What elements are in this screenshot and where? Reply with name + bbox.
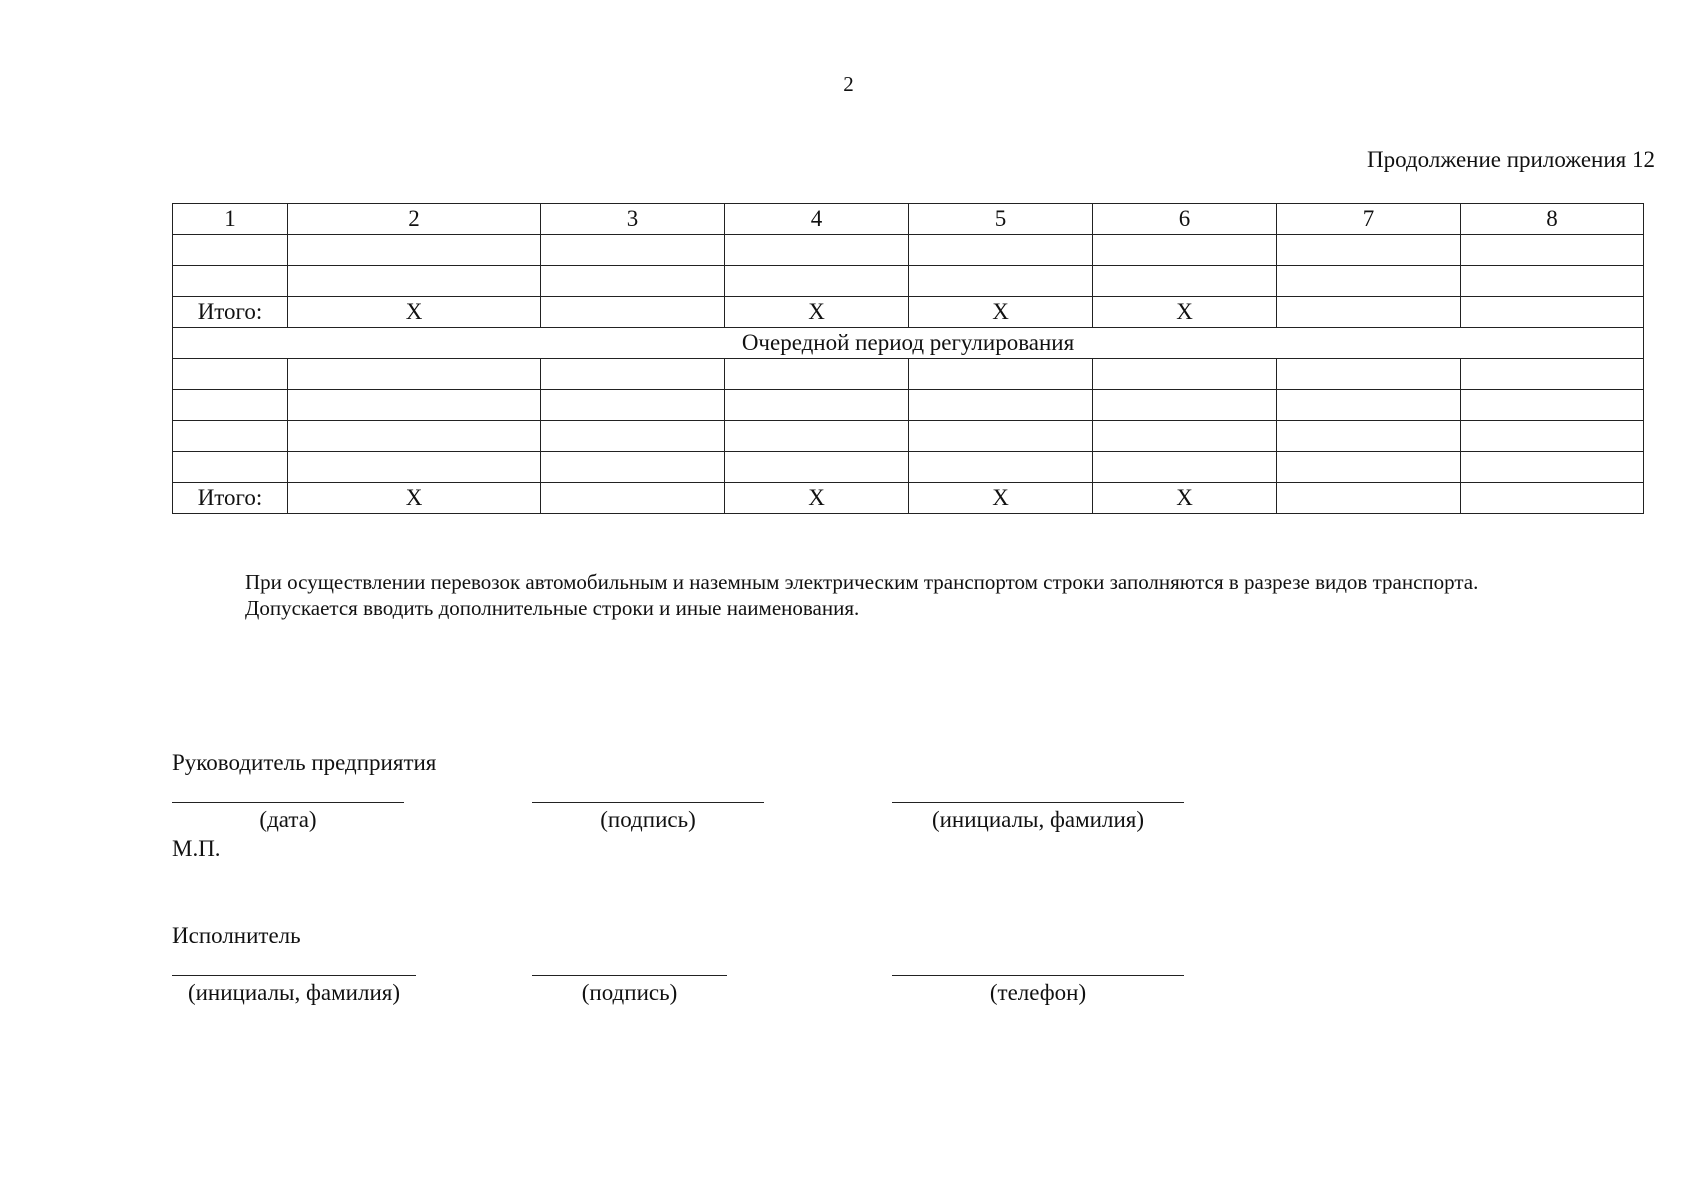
page-number: 2 bbox=[843, 72, 854, 96]
table-cell bbox=[725, 390, 909, 421]
table-cell bbox=[1461, 235, 1644, 266]
table-cell bbox=[288, 452, 541, 483]
column-number: 4 bbox=[725, 204, 909, 235]
signature-line bbox=[532, 802, 764, 803]
total-label: Итого: bbox=[173, 297, 288, 328]
table-cell bbox=[1461, 390, 1644, 421]
table-cell bbox=[909, 235, 1093, 266]
table-row bbox=[173, 235, 1644, 266]
table-cell bbox=[1093, 421, 1277, 452]
head-signature-title: Руководитель предприятия bbox=[172, 750, 437, 775]
total-row bbox=[173, 297, 1644, 328]
table-header-row bbox=[173, 204, 1644, 235]
table-cell: X bbox=[725, 297, 909, 328]
date-caption: (дата) bbox=[259, 807, 317, 832]
table-cell bbox=[1277, 359, 1461, 390]
table-notes bbox=[245, 569, 1478, 621]
date-signature-line bbox=[172, 802, 404, 803]
name-signature-line bbox=[892, 802, 1184, 803]
column-number: 2 bbox=[288, 204, 541, 235]
signature-caption: (подпись) bbox=[600, 807, 696, 832]
table-cell bbox=[1461, 297, 1644, 328]
table-cell: X bbox=[909, 297, 1093, 328]
table-cell bbox=[541, 266, 725, 297]
appendix-continuation-note: Продолжение приложения 12 bbox=[1367, 147, 1655, 172]
total-label: Итого: bbox=[173, 483, 288, 514]
table-cell bbox=[909, 359, 1093, 390]
table-cell bbox=[288, 359, 541, 390]
table-cell bbox=[1093, 452, 1277, 483]
table-cell bbox=[1093, 390, 1277, 421]
table-cell bbox=[1093, 359, 1277, 390]
table-cell bbox=[173, 235, 288, 266]
table-cell bbox=[725, 359, 909, 390]
table-cell bbox=[173, 421, 288, 452]
table-cell bbox=[909, 390, 1093, 421]
column-number: 6 bbox=[1093, 204, 1277, 235]
column-number: 8 bbox=[1461, 204, 1644, 235]
table-cell bbox=[541, 297, 725, 328]
table-cell bbox=[288, 421, 541, 452]
table-row bbox=[173, 359, 1644, 390]
table-cell bbox=[1461, 483, 1644, 514]
table-row bbox=[173, 452, 1644, 483]
table-cell bbox=[1277, 297, 1461, 328]
table-cell bbox=[541, 483, 725, 514]
stamp-place-label: М.П. bbox=[172, 836, 221, 861]
executor-signature-caption: (подпись) bbox=[581, 980, 678, 1005]
executor-signature-line bbox=[532, 975, 727, 976]
table-cell bbox=[541, 359, 725, 390]
table-cell bbox=[288, 266, 541, 297]
table-cell: X bbox=[909, 483, 1093, 514]
table-cell bbox=[173, 452, 288, 483]
table-cell bbox=[1093, 266, 1277, 297]
note-paragraph: Допускается вводить дополнительные строки и иные наименования. bbox=[245, 596, 860, 620]
table-cell bbox=[725, 421, 909, 452]
table-cell: X bbox=[288, 297, 541, 328]
table-cell bbox=[288, 235, 541, 266]
table-row bbox=[173, 421, 1644, 452]
executor-phone-line bbox=[892, 975, 1184, 976]
table-cell bbox=[909, 452, 1093, 483]
table-cell bbox=[173, 359, 288, 390]
table-cell: X bbox=[725, 483, 909, 514]
form-table bbox=[172, 203, 1644, 514]
executor-name-caption: (инициалы, фамилия) bbox=[187, 980, 401, 1005]
table-cell bbox=[1277, 483, 1461, 514]
table-cell bbox=[541, 452, 725, 483]
table-cell bbox=[541, 235, 725, 266]
table-cell bbox=[1461, 266, 1644, 297]
column-number: 1 bbox=[173, 204, 288, 235]
table-cell: X bbox=[1093, 483, 1277, 514]
table-row bbox=[173, 266, 1644, 297]
section-label: Очередной период регулирования bbox=[173, 328, 1644, 359]
column-number: 7 bbox=[1277, 204, 1461, 235]
table-cell bbox=[725, 452, 909, 483]
table-cell bbox=[541, 390, 725, 421]
table-cell bbox=[1461, 359, 1644, 390]
table-cell bbox=[1277, 235, 1461, 266]
executor-name-line bbox=[172, 975, 416, 976]
table-cell bbox=[1277, 266, 1461, 297]
table-cell bbox=[1277, 421, 1461, 452]
name-caption: (инициалы, фамилия) bbox=[931, 807, 1145, 832]
table-cell bbox=[909, 266, 1093, 297]
table-cell bbox=[1277, 390, 1461, 421]
total-row bbox=[173, 483, 1644, 514]
table-row bbox=[173, 390, 1644, 421]
table-cell: X bbox=[1093, 297, 1277, 328]
executor-signature-title: Исполнитель bbox=[172, 923, 301, 948]
column-number: 5 bbox=[909, 204, 1093, 235]
table-cell bbox=[1461, 421, 1644, 452]
executor-phone-caption: (телефон) bbox=[989, 980, 1087, 1005]
table-cell bbox=[1277, 452, 1461, 483]
table-cell bbox=[173, 390, 288, 421]
table-cell bbox=[173, 266, 288, 297]
table-cell bbox=[725, 266, 909, 297]
table-cell bbox=[288, 390, 541, 421]
table-cell bbox=[1461, 452, 1644, 483]
note-paragraph: При осуществлении перевозок автомобильным и наземным электрическим транспортом строки заполняются в разрезе видов транспорта. bbox=[245, 570, 1479, 594]
table-cell bbox=[725, 235, 909, 266]
table-cell bbox=[909, 421, 1093, 452]
column-number: 3 bbox=[541, 204, 725, 235]
section-row bbox=[173, 328, 1644, 359]
table-cell bbox=[541, 421, 725, 452]
table-cell: X bbox=[288, 483, 541, 514]
table-cell bbox=[1093, 235, 1277, 266]
